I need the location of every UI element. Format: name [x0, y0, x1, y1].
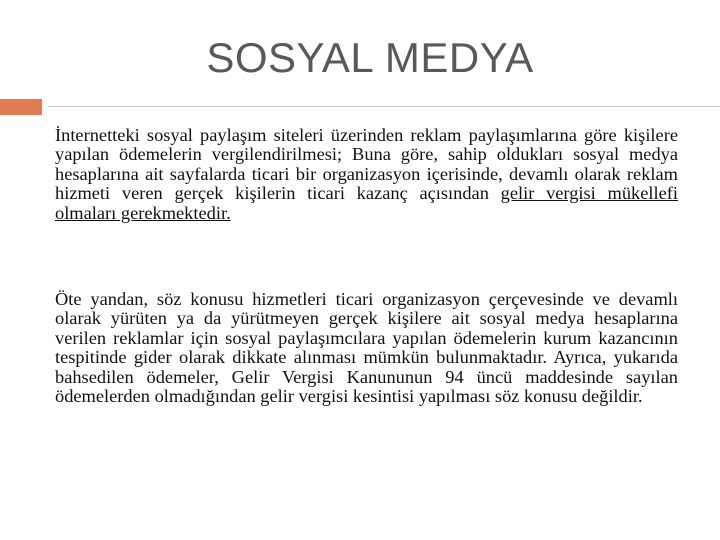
title-divider [48, 106, 720, 107]
slide-title: SOSYAL MEDYA [206, 34, 534, 81]
paragraph-2: Öte yandan, söz konusu hizmetleri ticari organizasyon çerçevesinde ve devamlı olarak yürüten ya da yürütmeyen gerçek kişilere ait sosyal medya hesaplarına verilen reklamlar için sosyal paylaşımcılara yapılan ödemelerin kurum kazancının tespitinde gider olarak dikkate alınması mümkün bulunmaktadır. Ayrıca, yukarıda bahsedilen ödemeler, Gelir Vergisi Kanununun 94 üncü maddesinde sayılan ödemelerden olmadığından gelir vergisi kesintisi yapılması söz konusu değildir. [55, 289, 678, 407]
paragraph-1-underlined-text: gelir vergisi mükellefi olmaları gerekmektedir. [55, 183, 678, 223]
accent-bar [0, 99, 42, 115]
paragraph-1 [55, 126, 678, 223]
paragraph-1-text: İnternetteki sosyal paylaşım siteleri üzerinden reklam paylaşımlarına göre kişilere yapılan ödemelerin vergilendirilmesi; Buna göre, sahip oldukları sosyal medya hesaplarına ait sayfalarda ticari bir organizasyon içerisinde, devamlı olarak reklam hizmeti veren gerçek kişilerin ticari kazanç açısından [55, 125, 678, 204]
